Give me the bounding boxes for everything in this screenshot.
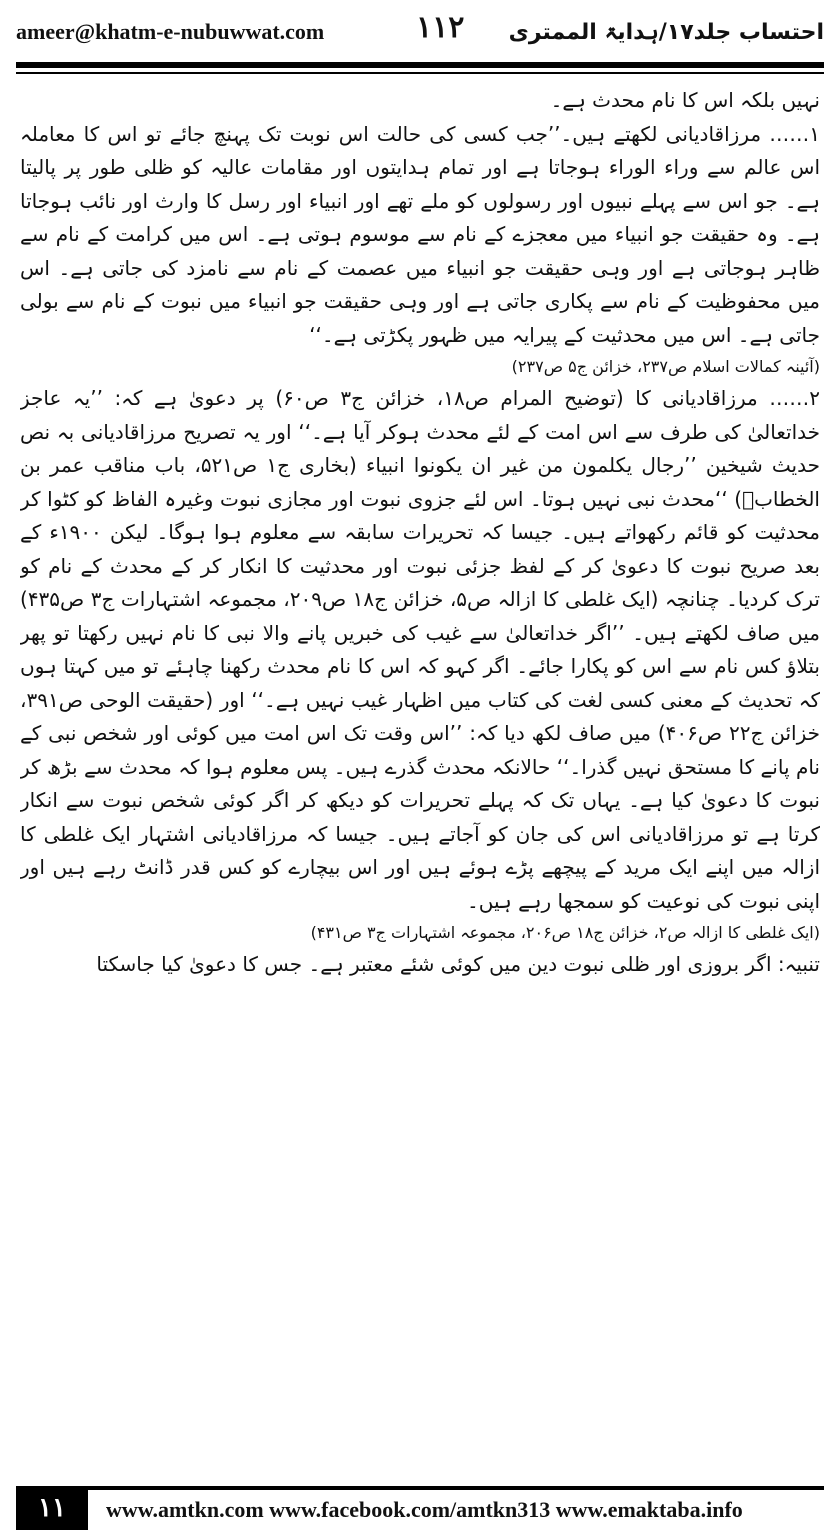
body-paragraph: ۲…… مرزاقادیانی کا (توضیح المرام ص۱۸، خزائن ج۳ ص۶۰) پر دعویٰ ہے کہ: ’’یہ عاجز خداتعالیٰ کی طرف سے اس امت کے لئے محدث ہوکر آیا ہے۔‘‘ اور یہ تصریح مرزاقادیانی بہ نص حدیث شیخین ’’رجال یکلمون من غیر ان یکونوا انبیاء (بخاری ج۱ ص۵۲۱، باب مناقب عمر بن الخطابؓ) ‘‘محدث نبی نہیں ہوتا۔ اس لئے جزوی نبوت اور مجازی نبوت وغیرہ الفاظ کو کٹوا کر محدثیت کو قائم رکھواتے ہیں۔ جیسا کہ تحریرات سابقہ سے معلوم ہوا ہوگا۔ لیکن ۱۹۰۰ء کے بعد صریح نبوت کا دعویٰ کر کے لفظ جزئی نبوت اور محدثیت کا انکار کر کے محدث کے نام کو ترک کردیا۔ چنانچہ (ایک غلطی کا ازالہ ص۵، خزائن ج۱۸ ص۲۰۹، مجموعہ اشتہارات ج۳ ص۴۳۵) میں صاف لکھتے ہیں۔ ’’اگر خداتعالیٰ سے غیب کی خبریں پانے والا نبی کا نام نہیں رکھتا تو پھر بتلاؤ کس نام سے اس کو پکارا جائے۔ اگر کہو کہ اس کا نام محدث رکھنا چاہئے تو میں کہتا ہوں کہ تحدیث کے معنی کسی لغت کی کتاب میں اظہار غیب نہیں ہے۔‘‘ اور (حقیقت الوحی ص۳۹۱، خزائن ج۲۲ ص۴۰۶) میں صاف لکھ دیا کہ: ’’اس وقت تک اس امت میں کوئی اور شخص نبی کے نام پانے کا مستحق نہیں گذرا۔‘‘ حالانکہ محدث گذرے ہیں۔ پس معلوم ہوا کہ محدث سے بڑھ کر نبوت کا دعویٰ کیا ہے۔ یہاں تک کہ پہلے تحریرات کو دیکھ کر اگر کوئی شخص نبوت سے انکار کرتا ہے تو مرزاقادیانی اس کی جان کو آجاتے ہیں۔ جیسا کہ مرزاقادیانی اشتہار ایک غلطی کا ازالہ میں اپنے ایک مرید کے پیچھے پڑے ہوئے ہیں اور اس بیچارے کو کس قدر ڈانٹ رہے ہیں اور اپنی نبوت کی نوعیت کو سمجھا رہے ہیں۔ [20,386,820,913]
citation: (آئینہ کمالات اسلام ص۲۳۷، خزائن ج۵ ص۲۳۷) [511,357,820,376]
header-email: ameer@khatm-e-nubuwwat.com [16,19,325,44]
citation: (ایک غلطی کا ازالہ ص۲، خزائن ج۱۸ ص۲۰۶، مجموعہ اشتہارات ج۳ ص۴۳۱) [310,923,820,942]
page-footer [16,1486,824,1530]
body-paragraph: ۱…… مرزاقادیانی لکھتے ہیں۔’’جب کسی کی حالت اس نوبت تک پہنچ جائے تو اس کا معاملہ اس عالم سے وراء الوراء ہوجاتا ہے اور تمام ہدایتوں اور مقامات عالیہ کو ظلی طور پر پالیتا ہے۔ جو اس سے پہلے نبیوں اور رسولوں کو ملے تھے اور انبیاء اور رسل کا وارث اور نائب ہوجاتا ہے۔ وہ حقیقت جو انبیاء میں معجزے کے نام سے موسوم ہوتی ہے۔ اس میں کرامت کے نام سے ظاہر ہوجاتی ہے اور وہی حقیقت جو انبیاء میں عصمت کے نام سے نامزد کی جاتی ہے۔ اس میں محفوظیت کے نام سے پکاری جاتی ہے اور وہی حقیقت جو انبیاء میں نبوت کے نام سے بولی جاتی ہے۔ اس میں محدثیت کے پیرایہ میں ظہور پکڑتی ہے۔‘‘ [20,121,820,347]
header-page-number: ۱۱۲ [416,10,465,45]
footer-page-number: ۱۱ [16,1486,88,1530]
page-header [16,8,824,56]
header-rule-thin [16,72,824,74]
header-book-title: احتساب جلد۱۷/ہدایۃ الممتری [508,19,824,45]
header-rule-thick [16,62,824,68]
footer-band [88,1486,824,1530]
page-body [20,84,820,1472]
footer-links: www.amtkn.com www.facebook.com/amtkn313 www.emaktaba.info [106,1497,743,1522]
body-paragraph: نہیں بلکہ اس کا نام محدث ہے۔ [550,88,820,112]
body-paragraph: تنبیہ: اگر بروزی اور ظلی نبوت دین میں کوئی شئے معتبر ہے۔ جس کا دعویٰ کیا جاسکتا [96,952,820,976]
